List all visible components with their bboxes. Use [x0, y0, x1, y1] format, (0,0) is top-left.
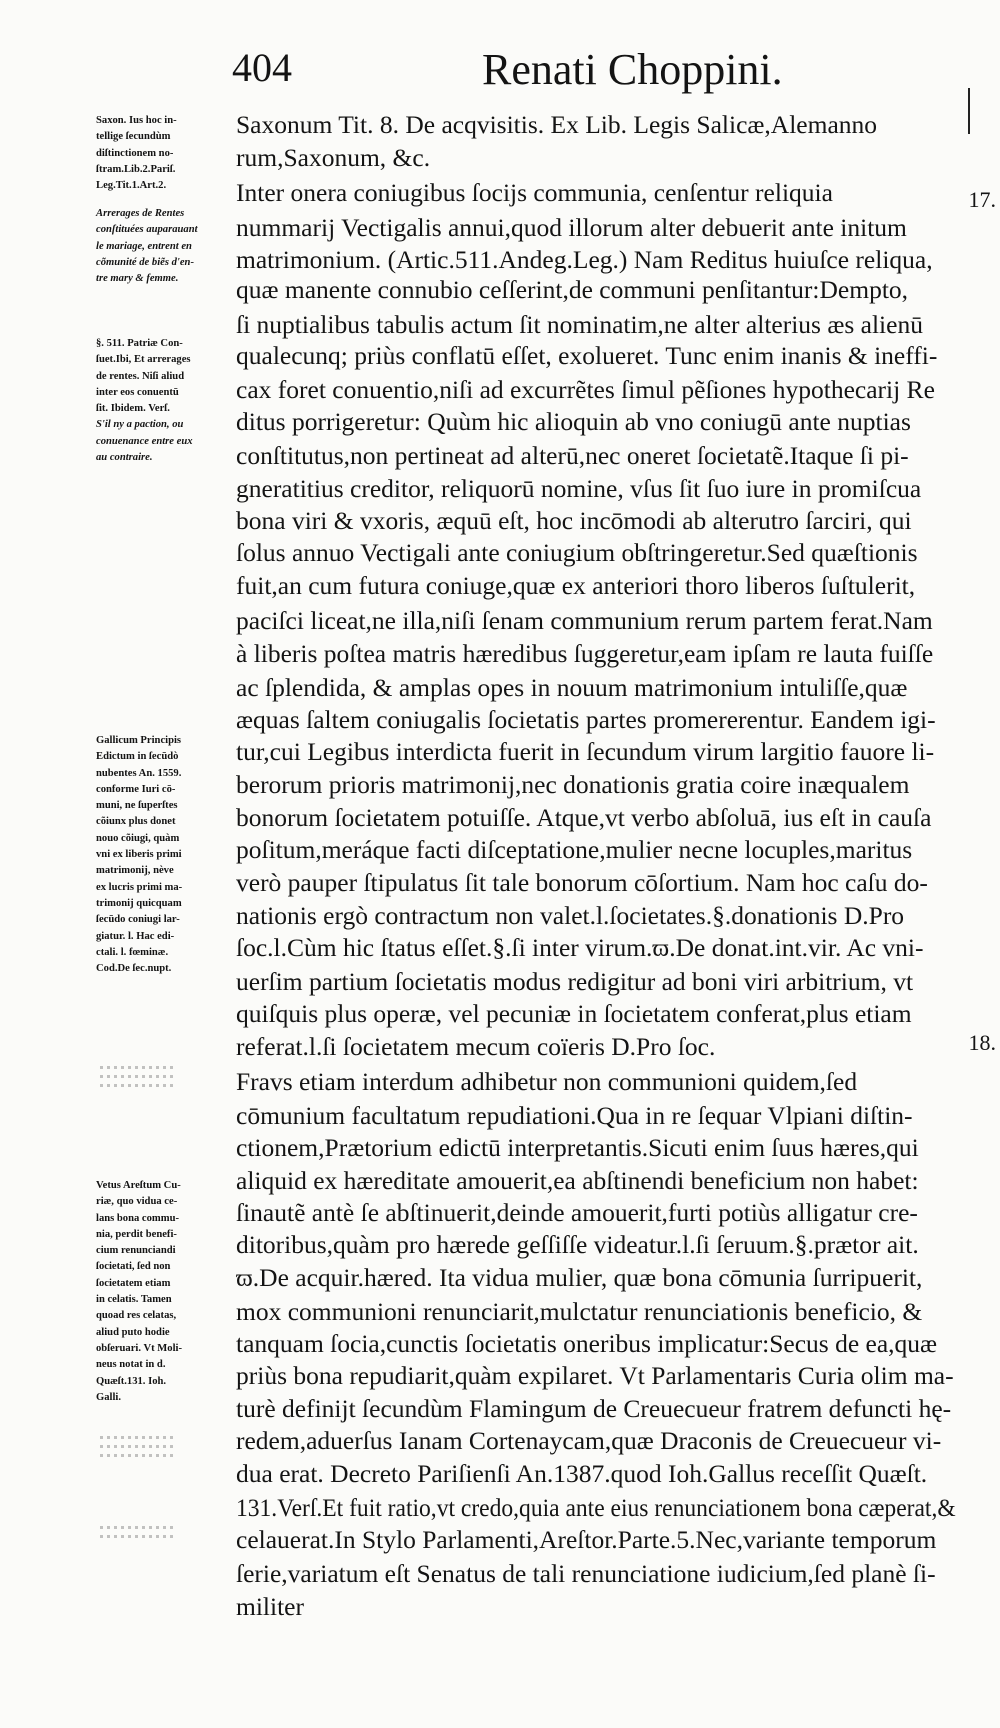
margin-note-line: muni, ne ſuperſtes — [96, 800, 178, 812]
margin-note-consuetudo — [96, 336, 228, 466]
margin-note-line: matrimonij, nève — [96, 865, 174, 877]
text-line: ſoc.l.Cùm hic ſtatus eſſet.§.ſi inter virum.ϖ.De donat.int.vir. Ac vni- — [236, 933, 924, 962]
text-line: dua erat. Decreto Pariſienſi An.1387.quod Ioh.Gallus receſſit Quæſt. — [236, 1459, 928, 1488]
paragraph-number: 17. — [968, 187, 996, 212]
faint-bleedthrough — [100, 1060, 210, 1100]
text-line: verò pauper ſtipulatus ſit tale bonorum cōſortium. Nam hoc caſu do- — [236, 868, 928, 897]
margin-note-line: ſtram.Lib.2.Pariſ. — [96, 163, 176, 175]
text-line: matrimonium. (Artic.511.Andeg.Leg.) Nam Reditus huiuſce reliqua, — [236, 245, 933, 274]
margin-note-saxon — [96, 113, 228, 194]
text-line: ſi nuptialibus tabulis actum ſit nominatim,ne alter alterius æs alienū — [236, 310, 923, 339]
margin-note-line: le mariage, entrent en — [96, 240, 192, 252]
text-line: ϖ.De acquir.hæred. Ita vidua mulier, quæ bona cōmunia ſurripuerit, — [236, 1263, 923, 1292]
text-line: quæ manente connubio ceſſerint,de communi penſitantur:Dempto, — [236, 275, 909, 304]
text-line: turè definijt ſecundùm Flamingum de Creuecueur fratrem defuncti hę- — [236, 1394, 952, 1423]
text-line: mox communioni renunciarit,mulctatur renunciationis beneficio, & — [236, 1297, 923, 1326]
text-line: 131.Verſ.Et fuit ratio,vt credo,quia ante eius renunciationem bona cæperat,& — [236, 1493, 956, 1522]
margin-note-line: nia, perdit benefi- — [96, 1228, 177, 1240]
text-line: conſtitutus,non pertineat ad alterū,nec oneret ſocietatẽ.Itaque ſi pi- — [236, 441, 909, 470]
running-head: Renati Choppini. — [482, 45, 783, 94]
text-line: redem,aduerſus Ianam Cortenaycam,quæ Draconis de Creuecueur vi- — [236, 1426, 942, 1455]
margin-note-line: diſtinctionem no- — [96, 147, 174, 159]
text-line: militer — [236, 1592, 304, 1621]
text-line: referat.l.ſi ſocietatem mecum coïeris D.Pro ſoc. — [236, 1032, 716, 1061]
margin-note-line: de rentes. Niſi aliud — [96, 370, 185, 382]
margin-note-line: conſtituées auparauant — [96, 224, 198, 236]
text-line: tanquam ſocia,cunctis ſocietatis oneribus implicatur:Secus de ea,quæ — [236, 1329, 938, 1358]
margin-note-line: Vetus Areſtum Cu- — [96, 1180, 181, 1191]
margin-note-line: vni ex liberis primi — [96, 849, 182, 861]
text-line: celauerat.In Stylo Parlamenti,Areſtor.Parte.5.Nec,variante temporum — [236, 1525, 937, 1554]
text-line: cax foret conuentio,niſi ad excurrẽtes ſimul pẽſiones hypothecarij Re — [236, 375, 935, 404]
margin-note-arestum — [96, 1178, 228, 1406]
margin-note-line: nouo cõiugi, quàm — [96, 832, 180, 844]
text-line: nummarij Vectigalis annui,quod illorum alter debuerit ante initum — [236, 213, 907, 242]
text-line: cōmunium facultatum repudiationi.Qua in re ſequar Vlpiani diſtin- — [236, 1101, 913, 1130]
margin-note-line: inter eos conuentū — [96, 386, 179, 398]
text-line: ditus porrigeretur: Quùm hic alioquin ab vno coniugū ante nuptias — [236, 407, 911, 436]
margin-note-line: cõiunx plus donet — [96, 816, 176, 828]
margin-note-line: Leg.Tit.1.Art.2. — [96, 180, 167, 192]
text-line: berorum prioris matrimonij,nec donationis gratia coire inæqualem — [236, 770, 910, 799]
margin-note-line: ſit. Ibidem. Verſ. — [96, 403, 170, 415]
text-line: ac ſplendida, & amplas opes in nouum matrimonium intuliſſe,quæ — [236, 673, 908, 702]
text-line: gneratitius creditor, reliquorū nomine, vſus ſit ſuo iure in promiſcua — [236, 474, 922, 503]
margin-note-line: ſocietati, ſed non — [96, 1261, 171, 1273]
margin-note-line: neus notat in d. — [96, 1359, 166, 1371]
margin-note-line: §. 511. Patriæ Con- — [96, 338, 183, 349]
margin-note-line: au contraire. — [96, 452, 153, 464]
margin-note-line: ex lucris primi ma- — [96, 881, 183, 893]
margin-note-line: Quæſt.131. Ioh. — [96, 1375, 167, 1387]
margin-note-line: nubentes An. 1559. — [96, 767, 182, 779]
text-line: æquas ſaltem coniugalis ſocietatis partes promererentur. Eandem igi- — [236, 705, 936, 734]
text-line: quiſquis plus operæ, vel pecuniæ in ſocietatem conferat,plus etiam — [236, 999, 912, 1028]
margin-note-line: aliud puto hodie — [96, 1326, 170, 1338]
margin-note-line: trimonij quicquam — [96, 897, 182, 909]
margin-note-line: obſeruari. Vt Moli- — [96, 1342, 183, 1354]
faint-bleedthrough — [100, 1520, 210, 1560]
margin-note-arrerages — [96, 206, 228, 287]
paragraph-number: 18. — [968, 1030, 996, 1055]
margin-note-line: conforme Iuri cō- — [96, 783, 176, 795]
margin-note-line: in celatis. Tamen — [96, 1294, 172, 1306]
margin-note-line: Gallicum Principis — [96, 735, 182, 746]
text-line: ditoribus,quàm pro hærede geſſiſſe videatur.l.ſi ſeruum.§.prætor ait. — [236, 1230, 919, 1259]
text-line: ſinautẽ antè ſe abſtinuerit,deinde amouerit,furti potiùs alligatur cre- — [236, 1198, 918, 1227]
faint-bleedthrough — [100, 1430, 210, 1470]
text-line: ſolus annuo Vectigali ante coniugium obſtringeretur.Sed quæſtionis — [236, 538, 918, 567]
text-line: bona viri & vxoris, æquū eſt, hoc incōmodi ab alterutro ſarciri, qui — [236, 506, 912, 535]
margin-note-line: tre mary & femme. — [96, 273, 179, 285]
text-line: rum,Saxonum, &c. — [236, 143, 431, 172]
margin-note-line: giatur. l. Hac edi- — [96, 930, 175, 942]
margin-note-line: lans bona commu- — [96, 1212, 179, 1224]
text-line: nationis ergò contractum non valet.l.ſocietates.§.donationis D.Pro — [236, 901, 905, 930]
text-line: à liberis poſtea matris hæredibus ſuggeretur,eam ipſam re lauta fuiſſe — [236, 639, 934, 668]
margin-note-line: ctali. l. fœminæ. — [96, 946, 169, 958]
margin-note-line: ſuet.Ibi, Et arrerages — [96, 354, 191, 366]
text-line: ſerie,variatum eſt Senatus de tali renunciatione iudicium,ſed planè ſi- — [236, 1559, 936, 1588]
text-line: Fravs etiam interdum adhibetur non communioni quidem,ſed — [236, 1067, 858, 1096]
text-line: ctionem,Prætorium edictū interpretantis.Sicuti enim ſuus hæres,qui — [236, 1133, 919, 1162]
text-line: uerſim partium ſocietatis modus redigitur ad boni viri arbitrium, vt — [236, 967, 914, 996]
margin-note-line: ſocietatem etiam — [96, 1277, 171, 1289]
margin-note-line: ſecūdo coniugi lar- — [96, 914, 180, 926]
text-line: bonorum ſocietatem potuiſſe. Atque,vt verbo abſoluā, ius eſt in cauſa — [236, 803, 932, 832]
margin-note-line: Arrerages de Rentes — [96, 208, 185, 219]
text-line: fuit,an cum futura coniuge,quæ ex anteriori thoro liberos ſuſtulerit, — [236, 571, 916, 600]
margin-rule — [968, 88, 970, 134]
text-line: Inter onera coniugibus ſocijs communia, cenſentur reliquia — [236, 178, 833, 207]
text-line: qualecunq; priùs conflatū eſſet, exolueret. Tunc enim inanis & ineffi- — [236, 341, 938, 370]
margin-note-line: Cod.De ſec.nupt. — [96, 963, 172, 975]
margin-note-line: Edictum in ſecūdò — [96, 751, 179, 763]
margin-note-line: conuenance entre eux — [96, 435, 193, 447]
margin-note-line: Galli. — [96, 1391, 122, 1403]
text-line: paciſci liceat,ne illa,niſi ſenam communium rerum partem ferat.Nam — [236, 606, 933, 635]
text-line: priùs bona repudiarit,quàm expilaret. Vt Parlamentaris Curia olim ma- — [236, 1361, 954, 1390]
margin-note-line: cium renunciandi — [96, 1245, 176, 1257]
margin-note-line: quoad res celatas, — [96, 1310, 177, 1322]
margin-note-line: S'il ny a paction, ou — [96, 419, 184, 431]
margin-note-line: Saxon. Ius hoc in- — [96, 115, 177, 126]
text-line: aliquid ex hæreditate amouerit,ea abſtinendi beneficium non habet: — [236, 1166, 919, 1195]
page-number: 404 — [232, 45, 292, 90]
text-line: tur,cui Legibus interdicta fuerit in ſecundum virum largitio fauore li- — [236, 737, 935, 766]
margin-note-line: tellige ſecundùm — [96, 131, 171, 143]
margin-note-edictum — [96, 733, 228, 977]
text-line: poſitum,meráque facti diſceptatione,mulier necne locuples,maritus — [236, 835, 913, 864]
margin-note-line: cõmunité de biẽs d'en- — [96, 256, 194, 268]
text-line: Saxonum Tit. 8. De acqvisitis. Ex Lib. Legis Salicæ,Alemanno — [236, 110, 878, 139]
margin-note-line: riæ, quo vidua ce- — [96, 1196, 178, 1208]
